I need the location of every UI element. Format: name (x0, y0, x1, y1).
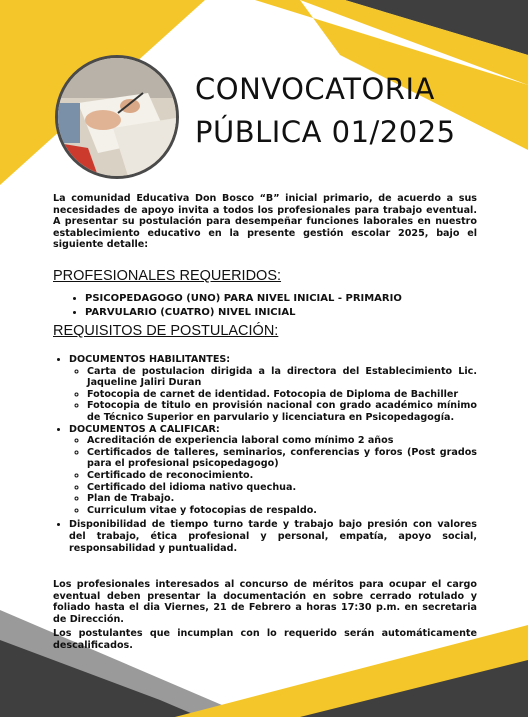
requirement-group (69, 424, 477, 517)
professionals-list (53, 292, 509, 319)
intro-paragraph: La comunidad Educativa Don Bosco “B” inicial primario, de acuerdo a sus necesidades de apoyo invita a todos los profesionales para trabajo eventual. A presentar su postulación para desempeñar funciones laborales en nuestro establecimiento educativo en la presente gestión escolar 2025, bajo el siguiente detalle: (53, 193, 477, 251)
list-item: • PSICOPEDAGOGO (UNO) PARA NIVEL INICIAL - PRIMARIO (85, 292, 509, 306)
list-item: ◦ Plan de Trabajo. (87, 493, 477, 505)
closing-paragraph-1: Los profesionales interesados al concurso de méritos para ocupar el cargo eventual deben presentar la documentación en sobre cerrado rotulado y foliado hasta el dia Viernes, 21 de Febrero a horas 17:30 p.m. en secretaria de Dirección. (53, 579, 477, 625)
requirement-group (69, 354, 477, 424)
list-item: ◦ Fotocopia de carnet de identidad. Fotocopia de Diploma de Bachiller (87, 389, 477, 401)
list-item: ◦ Curriculum vitae y fotocopias de respaldo. (87, 505, 477, 517)
list-item: • PARVULARIO (CUATRO) NIVEL INICIAL (85, 306, 509, 320)
list-item: ◦ Certificado de reconocimiento. (87, 470, 477, 482)
title-line-2: PÚBLICA 01/2025 (195, 115, 456, 149)
list-item: ◦ Certificados de talleres, seminarios, conferencias y foros (Post grados para el profesional psicopedagogo) (87, 447, 477, 470)
list-item: ◦ Acreditación de experiencia laboral como mínimo 2 años (87, 435, 477, 447)
group-label: DOCUMENTOS HABILITANTES: (69, 354, 231, 365)
list-item: ◦ Carta de postulacion dirigida a la directora del Establecimiento Lic. Jaqueline Jaliri Duran (87, 366, 477, 389)
section-heading-requirements: REQUISITOS DE POSTULACIÓN: (53, 323, 279, 339)
list-item: ◦ Certificado del idioma nativo quechua. (87, 482, 477, 494)
group-label: DOCUMENTOS A CALIFICAR: (69, 423, 220, 435)
requirements-list (53, 354, 477, 554)
title-line-1: CONVOCATORIA (195, 72, 435, 106)
section-heading-professionals: PROFESIONALES REQUERIDOS: (53, 268, 282, 284)
list-item: ◦ Fotocopia de titulo en provisión nacional con grado académico mínimo de Técnico Superior en parvulario y licenciatura en Psicopedagogía. (87, 400, 477, 423)
list-item: • Disponibilidad de tiempo turno tarde y trabajo bajo presión con valores del trabajo, ética profesional y personal, empatía, apoyo social, responsabilidad y puntualidad. (69, 519, 477, 554)
study-photo (55, 55, 179, 179)
closing-paragraph-2: Los postulantes que incumplan con lo requerido serán automáticamente descalificados. (53, 628, 477, 651)
